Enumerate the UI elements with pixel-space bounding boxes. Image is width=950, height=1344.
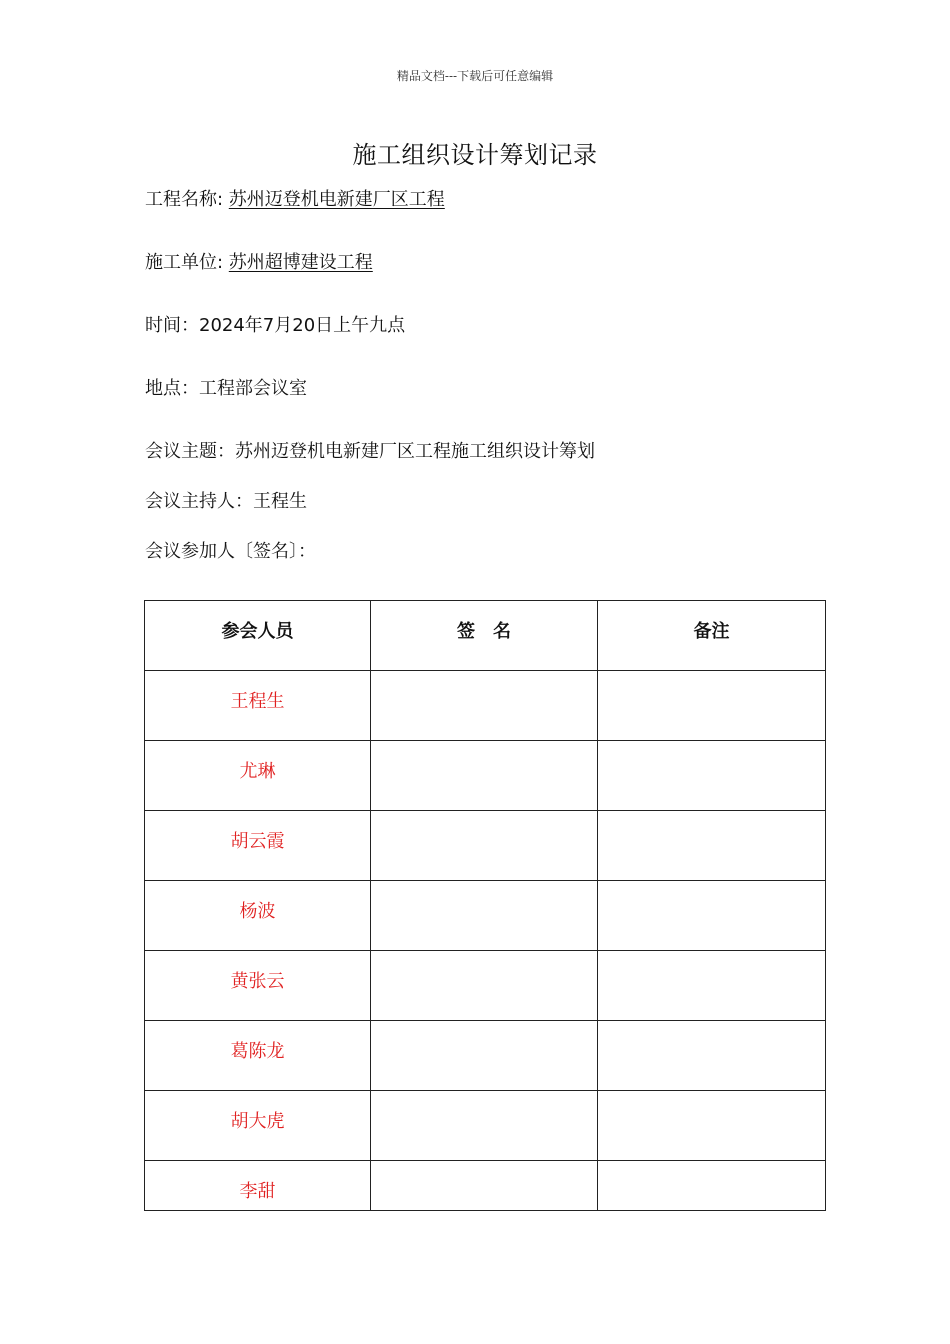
attendee-name: 胡云霞: [145, 811, 371, 881]
attendee-name: 王程生: [145, 671, 371, 741]
signature-cell[interactable]: [371, 741, 598, 811]
table-header-row: [145, 601, 826, 671]
signature-cell[interactable]: [371, 1021, 598, 1091]
attendee-name: 杨波: [145, 881, 371, 951]
topic-value: 苏州迈登机电新建厂区工程施工组织设计筹划: [235, 441, 595, 462]
construction-unit-label: 施工单位:: [145, 252, 229, 273]
table-row: [145, 811, 826, 881]
note-cell[interactable]: [598, 951, 826, 1021]
signature-cell[interactable]: [371, 671, 598, 741]
table-row: [145, 1161, 826, 1211]
project-name-value: 苏州迈登机电新建厂区工程: [228, 189, 445, 210]
header-signature: 签 名: [371, 601, 598, 671]
construction-unit-field: [145, 251, 373, 275]
attendees-field: [145, 540, 316, 564]
location-label: 地点：: [145, 378, 199, 399]
signature-cell[interactable]: [371, 1091, 598, 1161]
document-title: 施工组织设计筹划记录: [352, 141, 598, 169]
note-cell[interactable]: [598, 881, 826, 951]
table-row: [145, 881, 826, 951]
sign-in-table: [144, 600, 826, 1211]
note-cell[interactable]: [598, 1091, 826, 1161]
signature-cell[interactable]: [371, 1161, 598, 1211]
signature-cell[interactable]: [371, 881, 598, 951]
attendee-name: 尤琳: [145, 741, 371, 811]
location-value: 工程部会议室: [199, 378, 307, 399]
time-field: [145, 314, 405, 338]
attendee-name: 葛陈龙: [145, 1021, 371, 1091]
attendees-label: 会议参加人〔签名〕：: [145, 541, 316, 562]
note-cell[interactable]: [598, 741, 826, 811]
table-row: [145, 1021, 826, 1091]
location-field: [145, 377, 307, 401]
project-name-label: 工程名称:: [145, 189, 229, 210]
attendee-name: 黄张云: [145, 951, 371, 1021]
attendee-name: 胡大虎: [145, 1091, 371, 1161]
note-cell[interactable]: [598, 671, 826, 741]
table-row: [145, 1091, 826, 1161]
table-row: [145, 951, 826, 1021]
note-cell[interactable]: [598, 1161, 826, 1211]
table-row: [145, 741, 826, 811]
time-label: 时间：: [145, 315, 199, 336]
table-row: [145, 671, 826, 741]
host-value: 王程生: [253, 491, 307, 512]
signature-cell[interactable]: [371, 951, 598, 1021]
host-label: 会议主持人：: [145, 491, 253, 512]
construction-unit-value: 苏州超博建设工程: [228, 252, 373, 273]
header-attendee: 参会人员: [145, 601, 371, 671]
header-note: 精品文档---下载后可任意编辑: [396, 69, 554, 83]
header-note: 备注: [598, 601, 826, 671]
topic-label: 会议主题：: [145, 441, 235, 462]
time-value: 2024年7月20日上午九点: [199, 315, 406, 336]
project-name-field: [145, 188, 445, 212]
host-field: [145, 490, 307, 514]
note-cell[interactable]: [598, 1021, 826, 1091]
note-cell[interactable]: [598, 811, 826, 881]
attendee-name: 李甜: [145, 1161, 371, 1211]
signature-cell[interactable]: [371, 811, 598, 881]
topic-field: [145, 440, 595, 464]
